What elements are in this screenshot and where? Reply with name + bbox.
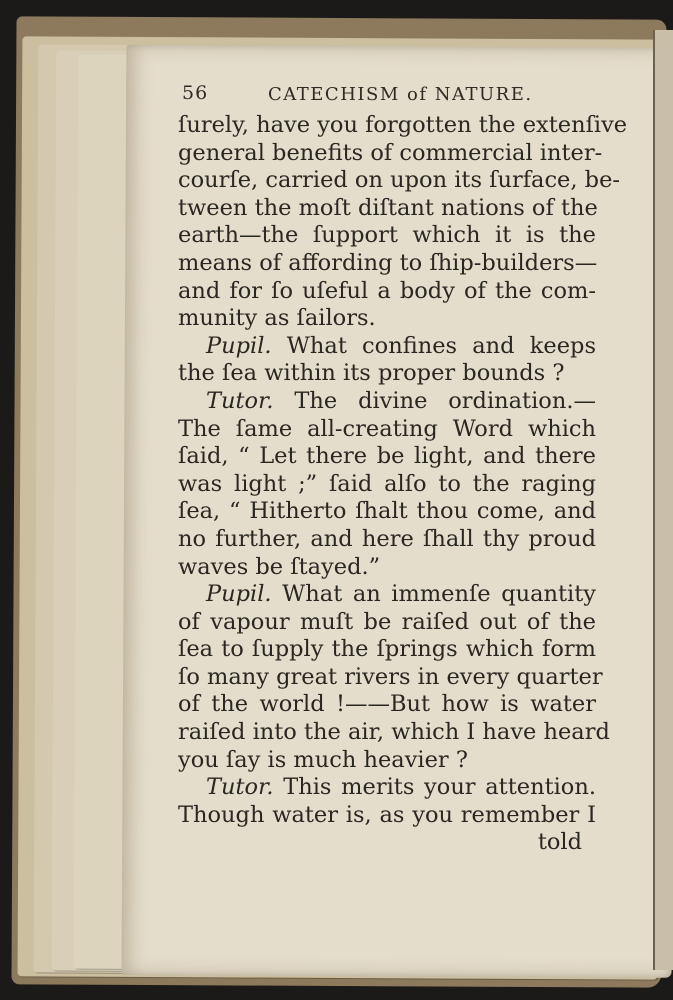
text-line: and for ſo uſeful a body of the com-	[178, 277, 596, 304]
text-line: means of affording to ſhip-builders—	[178, 249, 598, 276]
text-line: courſe, carried on upon its ſurface, be-	[178, 167, 621, 194]
text-line: no further, and here ſhall thy proud	[178, 525, 596, 552]
text-line: Pupil. What confines and keeps	[206, 332, 596, 359]
facing-page-edge	[653, 30, 673, 970]
text-line: was light ;” ſaid alſo to the raging	[178, 470, 596, 497]
text-line: you ſay is much heavier ?	[178, 746, 468, 773]
speaker-label: Pupil.	[206, 581, 272, 608]
text-line: general benefits of commercial inter-	[178, 139, 603, 166]
text-line: The ſame all-creating Word which	[178, 415, 596, 442]
text-line: ſea, “ Hitherto ſhalt thou come, and	[178, 498, 596, 525]
text-line: waves be ſtayed.”	[178, 553, 381, 580]
text-line: ſurely, have you forgotten the extenſive	[178, 112, 628, 138]
page-number: 56	[182, 82, 209, 104]
text-line: Tutor. This merits your attention.	[206, 774, 596, 801]
text-line: Tutor. The divine ordination.—	[206, 387, 596, 414]
text-line: Pupil. What an immenſe quantity	[206, 581, 596, 608]
text-line: Though water is, as you remember I	[178, 801, 596, 828]
text-line: munity as ſailors.	[178, 305, 376, 332]
speaker-label: Pupil.	[206, 332, 272, 359]
text-line: of the world !——But how is water	[178, 691, 596, 718]
text-line: of vapour muſt be raiſed out of the	[178, 608, 596, 635]
speaker-label: Tutor.	[206, 387, 274, 414]
page-header	[182, 82, 582, 112]
body-text	[178, 112, 628, 857]
speaker-label: Tutor.	[206, 774, 274, 801]
running-title: CATECHISM of NATURE.	[268, 84, 533, 105]
text-line: tween the moſt diſtant nations of the	[178, 194, 598, 221]
text-line: ſo many great rivers in every quarter	[178, 663, 603, 690]
text-line: the ſea within its proper bounds ?	[178, 360, 565, 387]
text-line: earth—the ſupport which it is the	[178, 222, 596, 249]
text-line: ſea to ſupply the ſprings which form	[178, 636, 596, 663]
text-line: raiſed into the air, which I have heard	[178, 719, 610, 746]
catchword: told	[537, 829, 582, 856]
text-line: ſaid, “ Let there be light, and there	[178, 443, 596, 470]
